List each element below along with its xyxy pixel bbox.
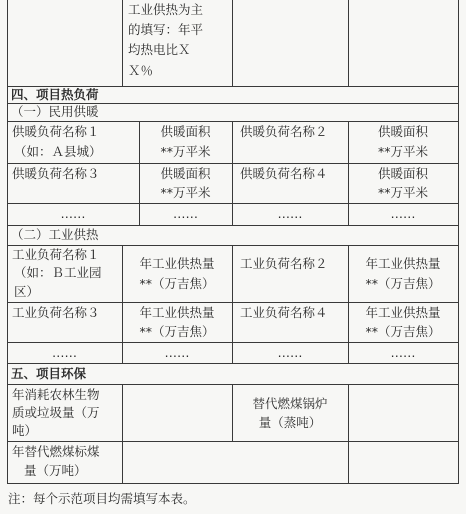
civil-area-unit: **万平米 (160, 144, 211, 159)
industrial-load-name-4: 工业负荷名称４ (240, 305, 328, 320)
ellipsis: …… (52, 345, 77, 360)
civil-area-label: 供暖面积 (160, 124, 211, 139)
industrial-heat-unit: **（万吉焦） (365, 276, 441, 291)
ellipsis: …… (277, 206, 303, 221)
footnote: 注：每个示范项目均需填写本表。 (8, 491, 196, 506)
top-note-line: Ｘ％ (128, 63, 154, 78)
civil-area-label: 供暖面积 (160, 166, 211, 181)
industrial-heat-label: 年工业供热量 (139, 256, 215, 271)
civil-area-unit: **万平米 (160, 185, 211, 200)
ellipsis: …… (173, 206, 198, 221)
industrial-heat-unit: **（万吉焦） (139, 276, 215, 291)
industrial-heating-title: （二）工业供热 (11, 227, 99, 242)
ellipsis: …… (390, 345, 416, 360)
ellipsis: …… (390, 206, 416, 221)
industrial-heat-label: 年工业供热量 (365, 256, 441, 271)
replaced-coal-label: 量（万吨） (24, 463, 87, 478)
industrial-load-name-1: 工业负荷名称１ (12, 247, 100, 262)
replaced-boiler-label: 替代燃煤锅炉 (252, 396, 328, 411)
civil-load-example: （如：Ａ县城） (14, 144, 102, 159)
biomass-consumption-label: 质或垃圾量（万 (12, 405, 100, 420)
replaced-boiler-label: 量（蒸吨） (258, 415, 322, 430)
ellipsis: …… (60, 206, 86, 221)
section-5-title: 五、项目环保 (11, 366, 87, 381)
civil-area-unit: **万平米 (377, 144, 428, 159)
biomass-consumption-label: 吨） (12, 423, 38, 438)
industrial-heat-unit: **（万吉焦） (139, 324, 215, 339)
biomass-consumption-label: 年消耗农林生物 (12, 387, 100, 402)
industrial-heat-label: 年工业供热量 (139, 305, 215, 320)
top-note-line: 的填写：年平 (128, 22, 204, 37)
top-note-line: 均热电比Ｘ (128, 42, 191, 57)
industrial-load-example: （如：Ｂ工业园 (14, 265, 102, 280)
industrial-load-example-end: 区） (14, 284, 40, 299)
industrial-load-name-2: 工业负荷名称２ (240, 256, 328, 271)
civil-load-name-1: 供暖负荷名称１ (12, 124, 100, 139)
industrial-heat-unit: **（万吉焦） (365, 324, 441, 339)
top-note-line: 工业供热为主 (128, 2, 204, 17)
civil-load-name-2: 供暖负荷名称２ (240, 124, 328, 139)
civil-heating-title: （一）民用供暖 (11, 104, 99, 119)
civil-load-name-4: 供暖负荷名称４ (240, 166, 328, 181)
civil-load-name-3: 供暖负荷名称３ (12, 166, 100, 181)
industrial-load-name-3: 工业负荷名称３ (12, 305, 100, 320)
industrial-heat-label: 年工业供热量 (365, 305, 441, 320)
ellipsis: …… (164, 345, 190, 360)
civil-area-label: 供暖面积 (377, 124, 428, 139)
civil-area-unit: **万平米 (377, 185, 428, 200)
civil-area-label: 供暖面积 (377, 166, 428, 181)
replaced-coal-label: 年替代燃煤标煤 (12, 444, 100, 459)
section-4-title: 四、项目热负荷 (11, 87, 99, 102)
ellipsis: …… (277, 345, 303, 360)
